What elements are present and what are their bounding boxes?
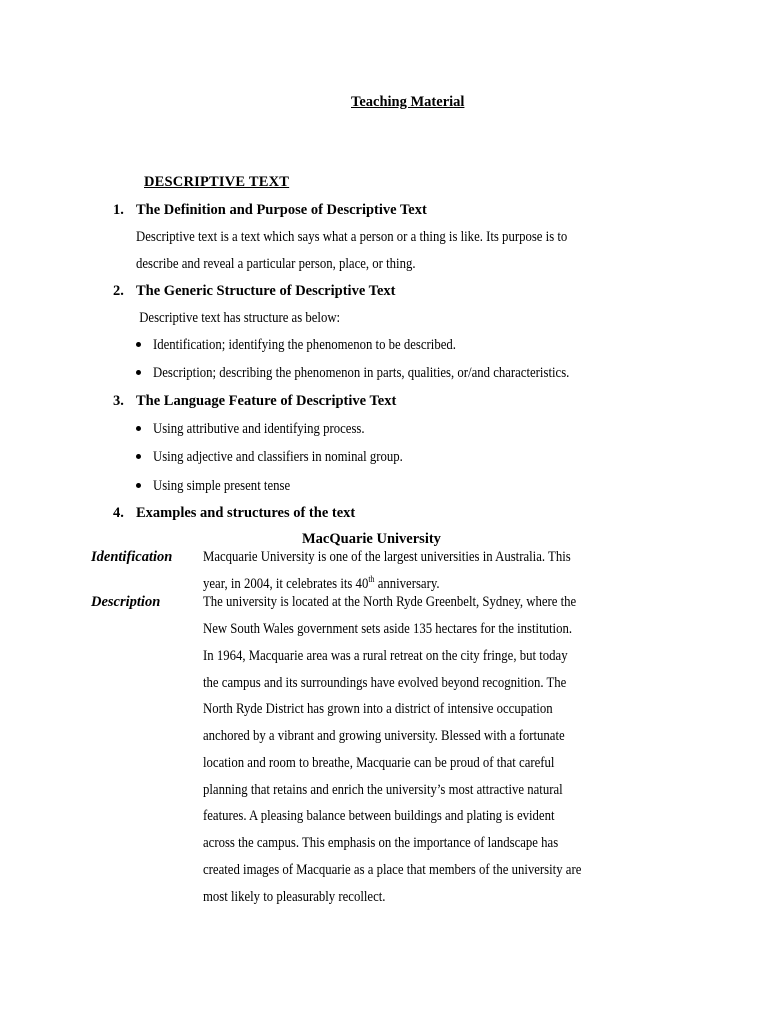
description-line: most likely to pleasurably recollect. xyxy=(203,889,386,905)
bullet-icon xyxy=(136,342,141,347)
item-1-number: 1. xyxy=(113,202,124,218)
section-heading: DESCRIPTIVE TEXT xyxy=(144,174,290,190)
item-1-paragraph-line: Descriptive text is a text which says what a person or a thing is like. Its purpose is to xyxy=(136,229,568,245)
item-4-number: 4. xyxy=(113,505,124,521)
ordinal-superscript: th xyxy=(368,574,375,584)
item-3-bullet: Using simple present tense xyxy=(153,478,291,494)
item-2-number: 2. xyxy=(113,283,124,299)
description-line: planning that retains and enrich the university’s most attractive natural xyxy=(203,782,563,798)
item-2-bullet: Identification; identifying the phenomenon to be described. xyxy=(153,337,456,353)
item-3-heading: The Language Feature of Descriptive Text xyxy=(136,393,397,409)
bullet-icon xyxy=(136,426,141,431)
item-3-bullet: Using adjective and classifiers in nominal group. xyxy=(153,449,403,465)
item-4-heading: Examples and structures of the text xyxy=(136,505,356,521)
item-2-heading: The Generic Structure of Descriptive Text xyxy=(136,283,396,299)
item-2-bullet: Description; describing the phenomenon in parts, qualities, or/and characteristics. xyxy=(153,365,570,381)
document-title: Teaching Material xyxy=(351,94,465,110)
identification-label: Identification xyxy=(91,549,173,565)
item-3-bullet: Using attributive and identifying process. xyxy=(153,421,365,437)
bullet-icon xyxy=(136,370,141,375)
identification-line xyxy=(203,574,440,592)
description-line: New South Wales government sets aside 135 hectares for the institution. xyxy=(203,621,573,637)
description-line: North Ryde District has grown into a district of intensive occupation xyxy=(203,701,553,717)
description-line: features. A pleasing balance between buildings and plating is evident xyxy=(203,808,555,824)
description-line: the campus and its surroundings have evolved beyond recognition. The xyxy=(203,675,567,691)
bullet-icon xyxy=(136,454,141,459)
description-line: The university is located at the North Ryde Greenbelt, Sydney, where the xyxy=(203,594,577,610)
description-label: Description xyxy=(91,594,161,610)
description-line: location and room to breathe, Macquarie can be proud of that careful xyxy=(203,755,555,771)
description-line: across the campus. This emphasis on the importance of landscape has xyxy=(203,835,559,851)
identification-line: Macquarie University is one of the largest universities in Australia. This xyxy=(203,549,571,565)
description-line: In 1964, Macquarie area was a rural retreat on the city fringe, but today xyxy=(203,648,568,664)
item-1-heading: The Definition and Purpose of Descriptive Text xyxy=(136,202,427,218)
item-3-number: 3. xyxy=(113,393,124,409)
description-line: created images of Macquarie as a place that members of the university are xyxy=(203,862,582,878)
identification-line-text: anniversary. xyxy=(374,576,440,592)
identification-line-text: year, in 2004, it celebrates its 40 xyxy=(203,576,369,592)
item-2-intro: Descriptive text has structure as below: xyxy=(136,310,341,326)
bullet-icon xyxy=(136,483,141,488)
item-1-paragraph-line: describe and reveal a particular person, place, or thing. xyxy=(136,256,416,272)
description-line: anchored by a vibrant and growing university. Blessed with a fortunate xyxy=(203,728,565,744)
example-title: MacQuarie University xyxy=(302,531,441,547)
